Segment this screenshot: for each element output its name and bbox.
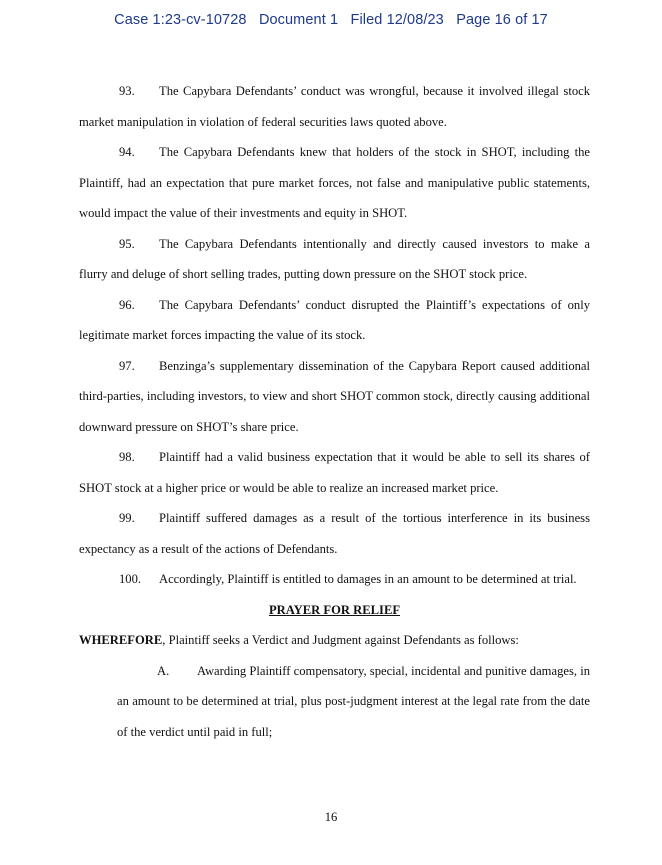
case-number: Case 1:23-cv-10728 bbox=[114, 12, 247, 28]
page-indicator: Page 16 of 17 bbox=[456, 12, 548, 28]
relief-item-letter: A. bbox=[157, 663, 170, 678]
paragraph-94 bbox=[79, 137, 590, 229]
paragraph-text: Benzinga’s supplementary dissemination of the Capybara Report caused additional third-parties, including investors, to view and short SHOT common stock, directly causing additional downward pressure on SHOT’s share price. bbox=[79, 358, 590, 434]
wherefore-bold: WHEREFORE bbox=[79, 633, 163, 647]
paragraph-number: 94. bbox=[119, 145, 135, 159]
ecf-header bbox=[0, 12, 662, 28]
paragraph-number: 97. bbox=[119, 358, 135, 373]
filed-date: Filed 12/08/23 bbox=[350, 12, 444, 28]
document-body bbox=[79, 76, 590, 747]
paragraph-text: Plaintiff had a valid business expectation that it would be able to sell its shares of SHOT stock at a higher price or would be able to realize an increased market price. bbox=[79, 450, 590, 495]
paragraph-text: The Capybara Defendants’ conduct was wrongful, because it involved illegal stock market manipulation in violation of federal securities laws quoted above. bbox=[79, 84, 590, 129]
paragraph-text: Plaintiff suffered damages as a result of the tortious interference in its business expectancy as a result of the actions of Defendants. bbox=[79, 511, 590, 556]
paragraph-text: The Capybara Defendants intentionally and directly caused investors to make a flurry and deluge of short selling trades, putting down pressure on the SHOT stock price. bbox=[79, 236, 590, 281]
paragraph-96 bbox=[79, 290, 590, 351]
relief-item-text: Awarding Plaintiff compensatory, special, incidental and punitive damages, in an amount to be determined at trial, plus post-judgment interest at the legal rate from the date of the verdict until paid in full; bbox=[117, 663, 590, 739]
wherefore-text: , Plaintiff seeks a Verdict and Judgment against Defendants as follows: bbox=[162, 633, 519, 647]
paragraph-number: 95. bbox=[119, 236, 135, 251]
paragraph-number: 99. bbox=[119, 511, 135, 525]
page-number: 16 bbox=[324, 810, 338, 824]
paragraph-93 bbox=[79, 76, 590, 137]
paragraph-number: 96. bbox=[119, 297, 135, 312]
paragraph-text: Accordingly, Plaintiff is entitled to damages in an amount to be determined at trial. bbox=[159, 572, 577, 586]
paragraph-97 bbox=[79, 351, 590, 443]
paragraph-99 bbox=[79, 503, 590, 564]
paragraph-95 bbox=[79, 229, 590, 290]
paragraph-number: 93. bbox=[119, 84, 135, 98]
wherefore-clause bbox=[79, 625, 590, 656]
paragraph-98 bbox=[79, 442, 590, 503]
paragraph-number: 100. bbox=[119, 572, 142, 586]
document-number: Document 1 bbox=[258, 12, 339, 28]
paragraph-text: The Capybara Defendants’ conduct disrupted the Plaintiff’s expectations of only legitimate market forces impacting the value of its stock. bbox=[79, 297, 590, 342]
prayer-heading: PRAYER FOR RELIEF bbox=[268, 602, 401, 617]
paragraph-text: The Capybara Defendants knew that holders of the stock in SHOT, including the Plaintiff, had an expectation that pure market forces, not false and manipulative public statements, would impact the value of their investments and equity in SHOT. bbox=[79, 145, 590, 220]
paragraph-number: 98. bbox=[119, 450, 135, 464]
paragraph-100 bbox=[79, 564, 590, 595]
relief-item-a bbox=[117, 656, 590, 748]
